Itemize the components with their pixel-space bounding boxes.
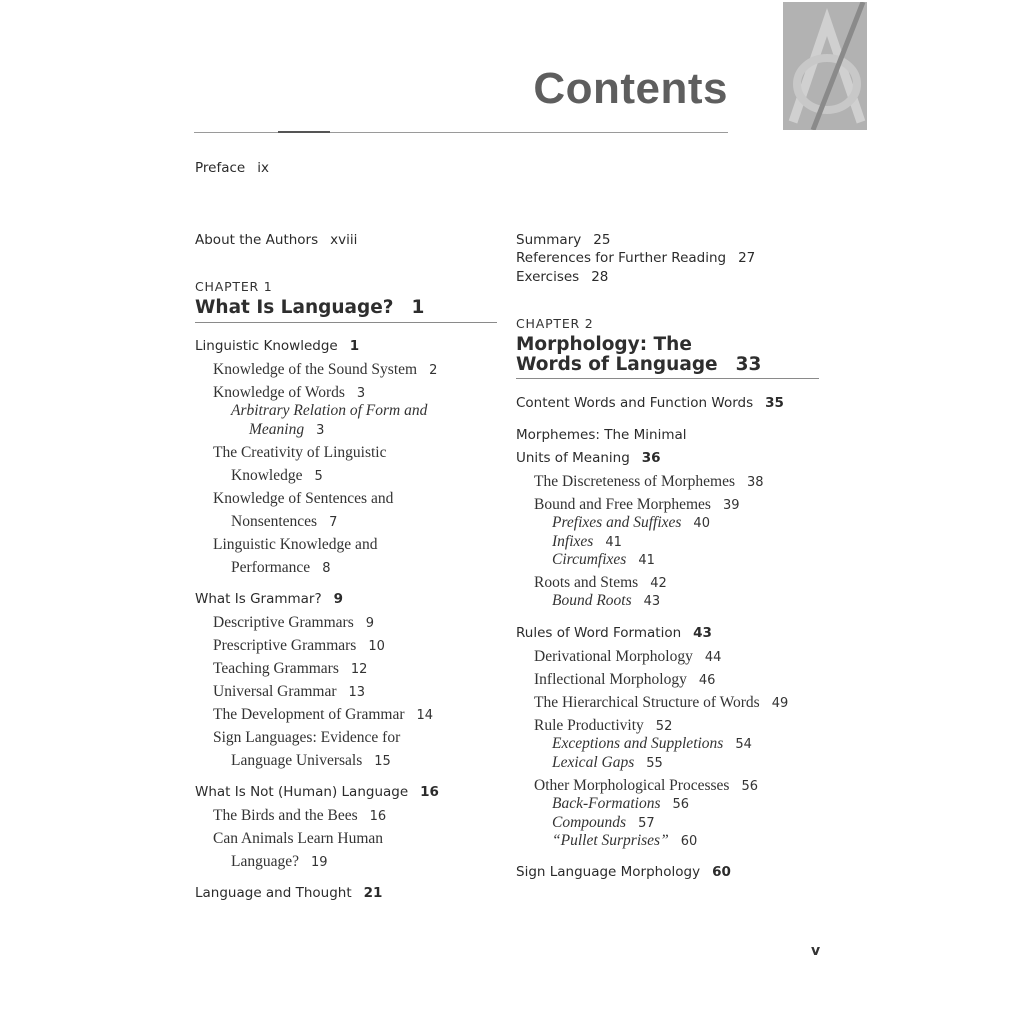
toc-entry-page: 15 (374, 754, 391, 769)
toc-entry-text: Bound and Free Morphemes (534, 496, 711, 513)
toc-entry[interactable] (534, 648, 721, 666)
toc-entry-text: Preface (195, 160, 246, 176)
toc-entry[interactable] (195, 338, 359, 354)
chapter-2-title-line1[interactable]: Morphology: The (516, 334, 692, 355)
toc-entry-page: 9 (333, 591, 344, 607)
toc-entry-page: 55 (646, 756, 663, 771)
corner-decorative-image (783, 2, 867, 130)
toc-entry-page: 60 (680, 834, 698, 849)
toc-entry[interactable] (213, 384, 365, 402)
toc-entry-text: What Is Not (Human) Language (195, 784, 409, 800)
chapter-2-title-line2[interactable] (516, 354, 761, 375)
toc-entry-page: 60 (712, 864, 731, 880)
toc-entry[interactable] (516, 864, 731, 880)
toc-entry[interactable] (552, 754, 663, 772)
page-title: Contents (533, 64, 728, 113)
toc-entry-page: 46 (698, 673, 716, 688)
toc-entry-text: Linguistic Knowledge and (213, 536, 378, 553)
toc-entry-text: The Birds and the Bees (213, 807, 358, 824)
toc-entry-page: 40 (693, 516, 710, 531)
toc-entry[interactable] (213, 444, 386, 462)
toc-entry-page: 52 (655, 719, 673, 734)
toc-entry-text: The Development of Grammar (213, 706, 405, 723)
toc-entry-text: References for Further Reading (516, 250, 727, 266)
toc-entry-text: Infixes (552, 533, 594, 550)
toc-entry-page: 3 (356, 386, 366, 401)
toc-entry-text: Rule Productivity (534, 717, 644, 734)
toc-entry-about-authors[interactable] (195, 232, 357, 248)
toc-entry[interactable] (552, 533, 622, 551)
toc-entry-text: Derivational Morphology (534, 648, 693, 665)
toc-entry-text: Prescriptive Grammars (213, 637, 357, 654)
toc-entry-text: Language and Thought (195, 885, 352, 901)
toc-entry-text: The Discreteness of Morphemes (534, 473, 736, 490)
toc-entry[interactable] (516, 395, 784, 411)
toc-entry-text: Exceptions and Suppletions (552, 735, 724, 752)
toc-entry-text: The Hierarchical Structure of Words (534, 694, 760, 711)
toc-entry[interactable] (534, 777, 758, 795)
chapter-1-rule (195, 322, 497, 323)
toc-entry-page: 54 (735, 737, 752, 752)
toc-entry-text: Arbitrary Relation of Form and (231, 402, 428, 419)
toc-entry-page: 42 (650, 576, 667, 591)
toc-entry-page: ix (257, 160, 269, 176)
toc-entry-page: 16 (369, 809, 387, 824)
toc-entry[interactable] (516, 450, 661, 466)
toc-entry-text: Morphemes: The Minimal (516, 427, 687, 443)
toc-entry-text: Units of Meaning (516, 450, 630, 466)
toc-entry[interactable] (552, 832, 697, 850)
toc-entry[interactable] (231, 402, 427, 420)
toc-entry-page: 10 (368, 639, 385, 654)
chapter-title-page: 1 (411, 297, 425, 318)
toc-entry-text: About the Authors (195, 232, 319, 248)
toc-entry-page: 27 (738, 250, 756, 266)
toc-entry[interactable] (516, 427, 687, 443)
toc-entry[interactable] (516, 269, 608, 285)
toc-entry-text: Lexical Gaps (552, 754, 635, 771)
toc-entry-text: Descriptive Grammars (213, 614, 354, 631)
toc-entry[interactable] (213, 729, 400, 747)
toc-entry-text: Knowledge of Sentences and (213, 490, 394, 507)
toc-entry-page: 25 (593, 232, 611, 248)
chapter-2-rule (516, 378, 819, 379)
toc-entry-page: 49 (771, 696, 789, 711)
toc-entry-text: Summary (516, 232, 582, 248)
toc-entry-page: 1 (349, 338, 360, 354)
toc-entry-text: Knowledge of Words (213, 384, 345, 401)
toc-entry-text: Prefixes and Suffixes (552, 514, 682, 531)
toc-entry-page: 43 (693, 625, 712, 641)
toc-entry[interactable] (534, 717, 672, 735)
toc-entry[interactable] (534, 473, 764, 491)
toc-entry-page: 38 (747, 475, 764, 490)
toc-entry-text: Compounds (552, 814, 627, 831)
chapter-title-text: What Is Language? (195, 297, 394, 318)
toc-entry[interactable] (213, 490, 393, 508)
toc-entry-text: Roots and Stems (534, 574, 639, 591)
toc-entry-text: Back-Formations (552, 795, 661, 812)
toc-entry[interactable] (213, 637, 385, 655)
toc-entry-text: Language? (231, 853, 299, 870)
toc-entry-text: Sign Language Morphology (516, 864, 701, 880)
toc-entry-page: 56 (741, 779, 758, 794)
toc-entry-page: 41 (605, 535, 622, 550)
toc-entry-page: 8 (322, 561, 331, 576)
toc-entry[interactable] (231, 853, 328, 871)
toc-entry-text: What Is Grammar? (195, 591, 322, 607)
toc-entry-page: 44 (704, 650, 722, 665)
toc-entry-page: 9 (365, 616, 375, 631)
toc-entry-text: Rules of Word Formation (516, 625, 682, 641)
toc-entry[interactable] (195, 591, 343, 607)
toc-entry-page: xviii (330, 232, 358, 248)
toc-entry-text: Inflectional Morphology (534, 671, 687, 688)
toc-entry[interactable] (213, 361, 437, 379)
toc-entry-page: 39 (722, 498, 740, 513)
toc-entry[interactable] (552, 814, 655, 832)
toc-entry-page: 16 (420, 784, 439, 800)
toc-entry-page: 2 (429, 363, 438, 378)
toc-entry-text: Circumfixes (552, 551, 627, 568)
toc-entry-text: Exercises (516, 269, 580, 285)
toc-entry[interactable] (552, 735, 752, 753)
toc-entry[interactable] (213, 683, 365, 701)
toc-entry-text: Other Morphological Processes (534, 777, 730, 794)
title-rule-accent (278, 131, 330, 133)
toc-entry[interactable] (213, 614, 374, 632)
toc-entry-page: 43 (643, 594, 661, 609)
toc-entry[interactable] (534, 671, 715, 689)
toc-entry[interactable] (213, 807, 386, 825)
title-rule (194, 132, 728, 133)
chapter-title-text: Words of Language (516, 354, 718, 375)
toc-entry-page: 12 (350, 662, 368, 677)
toc-entry[interactable] (231, 559, 330, 577)
toc-entry-preface[interactable] (195, 160, 269, 176)
toc-entry[interactable] (552, 551, 655, 569)
toc-entry-text: Sign Languages: Evidence for (213, 729, 401, 746)
toc-entry-text: Bound Roots (552, 592, 632, 609)
toc-entry[interactable] (213, 830, 383, 848)
chapter-1-title[interactable] (195, 297, 424, 318)
toc-entry-text: Knowledge of the Sound System (213, 361, 418, 378)
toc-entry-text: Knowledge (231, 467, 303, 484)
toc-entry[interactable] (195, 885, 382, 901)
toc-entry[interactable] (516, 250, 755, 266)
toc-entry-page: 28 (591, 269, 609, 285)
toc-entry-text: The Creativity of Linguistic (213, 444, 387, 461)
toc-entry-page: 19 (311, 855, 328, 870)
toc-entry-page: 14 (416, 708, 434, 723)
toc-entry[interactable] (213, 536, 377, 554)
toc-entry-text: Meaning (249, 421, 305, 438)
toc-entry[interactable] (231, 752, 391, 770)
toc-entry[interactable] (552, 514, 710, 532)
toc-entry[interactable] (213, 706, 433, 724)
toc-entry[interactable] (213, 660, 367, 678)
toc-entry-text: Can Animals Learn Human (213, 830, 384, 847)
toc-entry-page: 7 (329, 515, 338, 530)
toc-entry[interactable] (516, 232, 610, 248)
toc-entry-text: “Pullet Surprises” (552, 832, 669, 849)
toc-entry[interactable] (231, 467, 323, 485)
toc-entry-text: Nonsentences (231, 513, 318, 530)
toc-entry-page: 35 (765, 395, 784, 411)
toc-entry[interactable] (534, 574, 667, 592)
toc-entry-page: 36 (641, 450, 661, 466)
toc-entry-text: Performance (231, 559, 311, 576)
toc-entry[interactable] (195, 784, 439, 800)
toc-entry-page: 3 (316, 423, 325, 438)
toc-entry-page: 21 (363, 885, 383, 901)
toc-entry-page: 56 (672, 797, 690, 812)
toc-entry[interactable] (552, 592, 660, 610)
toc-entry-page: 41 (638, 553, 655, 568)
toc-entry-page: 13 (348, 685, 366, 700)
page-folio: v (811, 943, 821, 959)
toc-entry-text: Linguistic Knowledge (195, 338, 338, 354)
toc-entry-page: 5 (314, 469, 323, 484)
toc-entry[interactable] (534, 694, 788, 712)
toc-entry-text: Teaching Grammars (213, 660, 339, 677)
chapter-title-page: 33 (735, 354, 762, 375)
toc-entry[interactable] (516, 625, 712, 641)
toc-entry[interactable] (534, 496, 739, 514)
toc-entry-text: Universal Grammar (213, 683, 337, 700)
chapter-1-label: CHAPTER 1 (195, 279, 273, 294)
toc-entry[interactable] (552, 795, 689, 813)
toc-entry-text: Language Universals (231, 752, 363, 769)
chapter-2-label: CHAPTER 2 (516, 316, 594, 331)
toc-entry-text: Content Words and Function Words (516, 395, 754, 411)
toc-entry[interactable] (231, 513, 337, 531)
toc-entry-page: 57 (638, 816, 655, 831)
toc-entry[interactable] (249, 421, 324, 439)
